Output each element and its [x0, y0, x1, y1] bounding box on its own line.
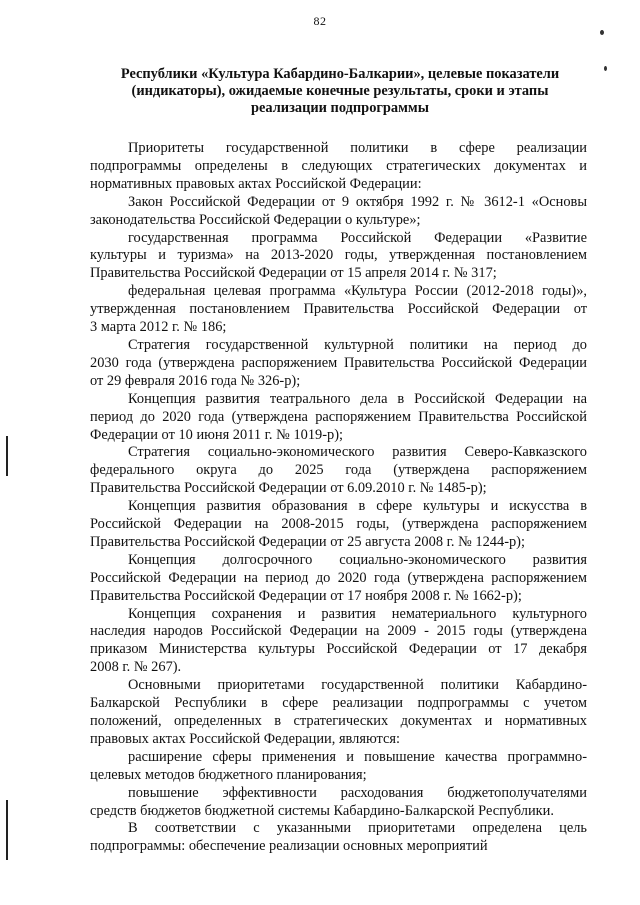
paragraph-line: утвержденная постановлением Правительства Российской Федерации от: [90, 301, 587, 318]
paragraph-line: подпрограммы определены в следующих стратегических документах и: [90, 157, 587, 174]
paragraph-line: Российской Федерации на 2008-2015 годы, (утверждена распоряжением: [90, 516, 587, 533]
paragraph-line: законодательства Российской Федерации о культуре»;: [90, 211, 421, 228]
paragraph-line: Основными приоритетами государственной политики Кабардино-: [128, 677, 587, 694]
paragraph-line: Стратегия государственной культурной политики на период до: [128, 336, 587, 353]
paragraph-line: Концепция развития театрального дела в Российской Федерации на: [128, 390, 587, 407]
paragraph-line: государственная программа Российской Федерации «Развитие: [128, 229, 587, 246]
paragraph-line: Закон Российской Федерации от 9 октября 1992 г. № 3612-1 «Основы: [128, 193, 587, 210]
paragraph-line: В соответствии с указанными приоритетами определена цель: [128, 820, 587, 837]
paragraph-line: наследия народов Российской Федерации на 2009 - 2015 годы (утверждена: [90, 623, 587, 640]
paragraph-line: правовых актах Российской Федерации, являются:: [90, 730, 400, 747]
body-text: [90, 140, 587, 856]
paragraph-line: Российской Федерации на период до 2020 года (утверждена распоряжением: [90, 569, 587, 586]
paragraph-line: Балкарской Республики в сфере реализации подпрограммы с учетом: [90, 695, 587, 712]
paragraph-line: федеральная целевая программа «Культура России (2012-2018 годы)»,: [128, 283, 587, 300]
paragraph-line: средств бюджетов бюджетной системы Кабардино-Балкарской Республики.: [90, 802, 554, 819]
paragraph-line: Стратегия социально-экономического развития Северо-Кавказского: [128, 444, 587, 461]
heading-line: реализации подпрограммы: [251, 100, 429, 116]
paragraph-line: положений, определенных в стратегических документах и нормативных: [90, 713, 587, 729]
body-paragraph: [90, 820, 587, 856]
paragraph-line: Приоритеты государственной политики в сфере реализации: [128, 140, 587, 156]
page-number: 82: [313, 14, 327, 28]
body-paragraph: [90, 283, 587, 337]
paragraph-line: период до 2020 года (утверждена распоряжением Правительства Российской: [90, 408, 587, 425]
paragraph-line: культуры и туризма» на 2013-2020 годы, утвержденная постановлением: [90, 247, 587, 264]
body-paragraph: [90, 552, 587, 606]
body-paragraph: [90, 444, 587, 498]
paragraph-line: 3 марта 2012 г. № 186;: [90, 319, 227, 336]
scan-edge-mark: [6, 800, 8, 860]
heading-line: Республики «Культура Кабардино-Балкарии», целевые показатели: [120, 66, 560, 82]
paragraph-line: 2008 г. № 267).: [90, 659, 182, 676]
body-paragraph: [90, 606, 587, 678]
paragraph-line: расширение сферы применения и повышение качества программно-: [128, 748, 587, 765]
body-paragraph: [90, 749, 587, 785]
scan-edge-mark: [6, 436, 8, 476]
heading-line: (индикаторы), ожидаемые конечные результаты, сроки и этапы: [131, 83, 549, 99]
paragraph-line: Концепция сохранения и развития нематериального культурного: [128, 605, 587, 622]
body-paragraph: [90, 677, 587, 749]
paragraph-line: Правительства Российской Федерации от 15 апреля 2014 г. № 317;: [90, 265, 497, 282]
paragraph-line: от 29 февраля 2016 года № 326-р);: [90, 372, 301, 389]
paragraph-line: 2030 года (утверждена распоряжением Правительства Российской Федерации: [90, 354, 587, 371]
body-paragraph: [90, 230, 587, 284]
body-paragraph: [90, 391, 587, 445]
paragraph-line: повышение эффективности расходования бюджетополучателями: [128, 784, 587, 801]
paragraph-line: федерального округа до 2025 года (утверждена распоряжением: [90, 462, 587, 479]
body-paragraph: [90, 140, 587, 194]
paragraph-line: Правительства Российской Федерации от 17 ноября 2008 г. № 1662-р);: [90, 587, 522, 604]
paragraph-line: Концепция долгосрочного социально-экономического развития: [128, 551, 587, 568]
paragraph-line: целевых методов бюджетного планирования;: [90, 766, 367, 783]
paragraph-line: Концепция развития образования в сфере культуры и искусства в: [128, 498, 587, 515]
body-paragraph: [90, 194, 587, 230]
body-paragraph: [90, 785, 587, 821]
body-paragraph: [90, 337, 587, 391]
scan-speck: [600, 30, 604, 35]
scan-speck: [604, 66, 607, 71]
paragraph-line: Правительства Российской Федерации от 25 августа 2008 г. № 1244-р);: [90, 533, 525, 550]
paragraph-line: нормативных правовых актах Российской Федерации:: [90, 175, 422, 192]
paragraph-line: Федерации от 10 июня 2011 г. № 1019-р);: [90, 426, 344, 443]
paragraph-line: подпрограммы: обеспечение реализации основных мероприятий: [90, 838, 488, 855]
paragraph-line: приказом Министерства культуры Российской Федерации от 17 декабря: [90, 641, 587, 658]
paragraph-line: Правительства Российской Федерации от 6.09.2010 г. № 1485-р);: [90, 480, 487, 497]
section-heading: [110, 66, 570, 117]
body-paragraph: [90, 498, 587, 552]
